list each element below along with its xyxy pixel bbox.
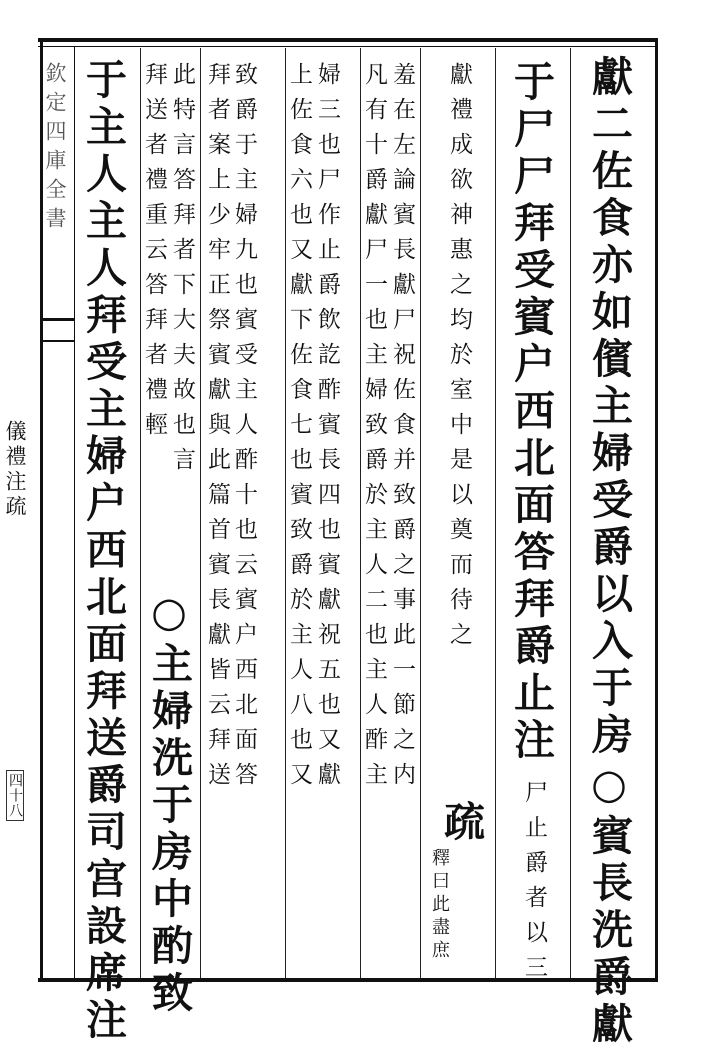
text-column-3-shu: 疏 (437, 800, 485, 847)
frame-bottom-rule (38, 978, 658, 982)
text-column-7: 上佐食六也又獻下佐食七也賓致爵於主人八也又 (286, 62, 312, 797)
text-column-12: 于主人主人拜受主婦户西北面拜送爵司宫設席注 (79, 58, 127, 1045)
column-divider (420, 48, 421, 978)
text-column-2-main: 于尸尸拜受賓户西北面答拜爵止注 (507, 60, 555, 765)
text-column-5: 凡有十爵獻尸一也主婦致爵於主人二也主人酢主 (361, 62, 387, 797)
frame-right-rule (655, 38, 658, 982)
text-column-6: 婦三也尸作止爵飲訖酢賓長四也賓獻祝五也又獻 (314, 62, 340, 797)
text-column-9: 拜者案上少牢正祭賓獻與此篇首賓長獻皆云拜送 (204, 62, 230, 797)
frame-top-inner-rule (38, 46, 658, 47)
text-column-8: 致爵于主婦九也賓受主人酢十也云賓户西北面答 (231, 62, 257, 797)
margin-left-rule (74, 46, 75, 978)
frame-top-rule (38, 38, 658, 42)
text-column-10-note: 此特言答拜者下大夫故也言 (169, 62, 195, 482)
column-divider (200, 48, 201, 978)
text-column-3-note-tail: 釋曰此盡庶 (429, 848, 450, 963)
text-column-4: 羞在左論賓長獻尸祝佐食并致爵之事此一節之内 (389, 62, 415, 797)
fishtail-mark-lower (40, 340, 74, 342)
text-column-11-note: 拜送者禮重云答拜者禮輕 (141, 62, 167, 447)
text-column-3-note: 獻禮成欲神惠之均於室中是以奠而待之 (446, 62, 472, 657)
fishtail-mark-upper (40, 318, 74, 321)
page-number: 四十八 (6, 770, 24, 821)
column-divider (570, 48, 571, 978)
book-title: 儀禮注疏 (3, 420, 27, 520)
text-column-1: 獻二佐食亦如儐主婦受爵以入于房○賓長洗爵獻 (585, 55, 633, 1049)
edition-title: 欽定四庫全書 (43, 62, 67, 236)
text-column-2-note: 尸止爵者以三 (521, 780, 547, 990)
text-column-10-main: ○主婦洗于房中酌致 (145, 588, 193, 1018)
column-divider (495, 48, 496, 978)
